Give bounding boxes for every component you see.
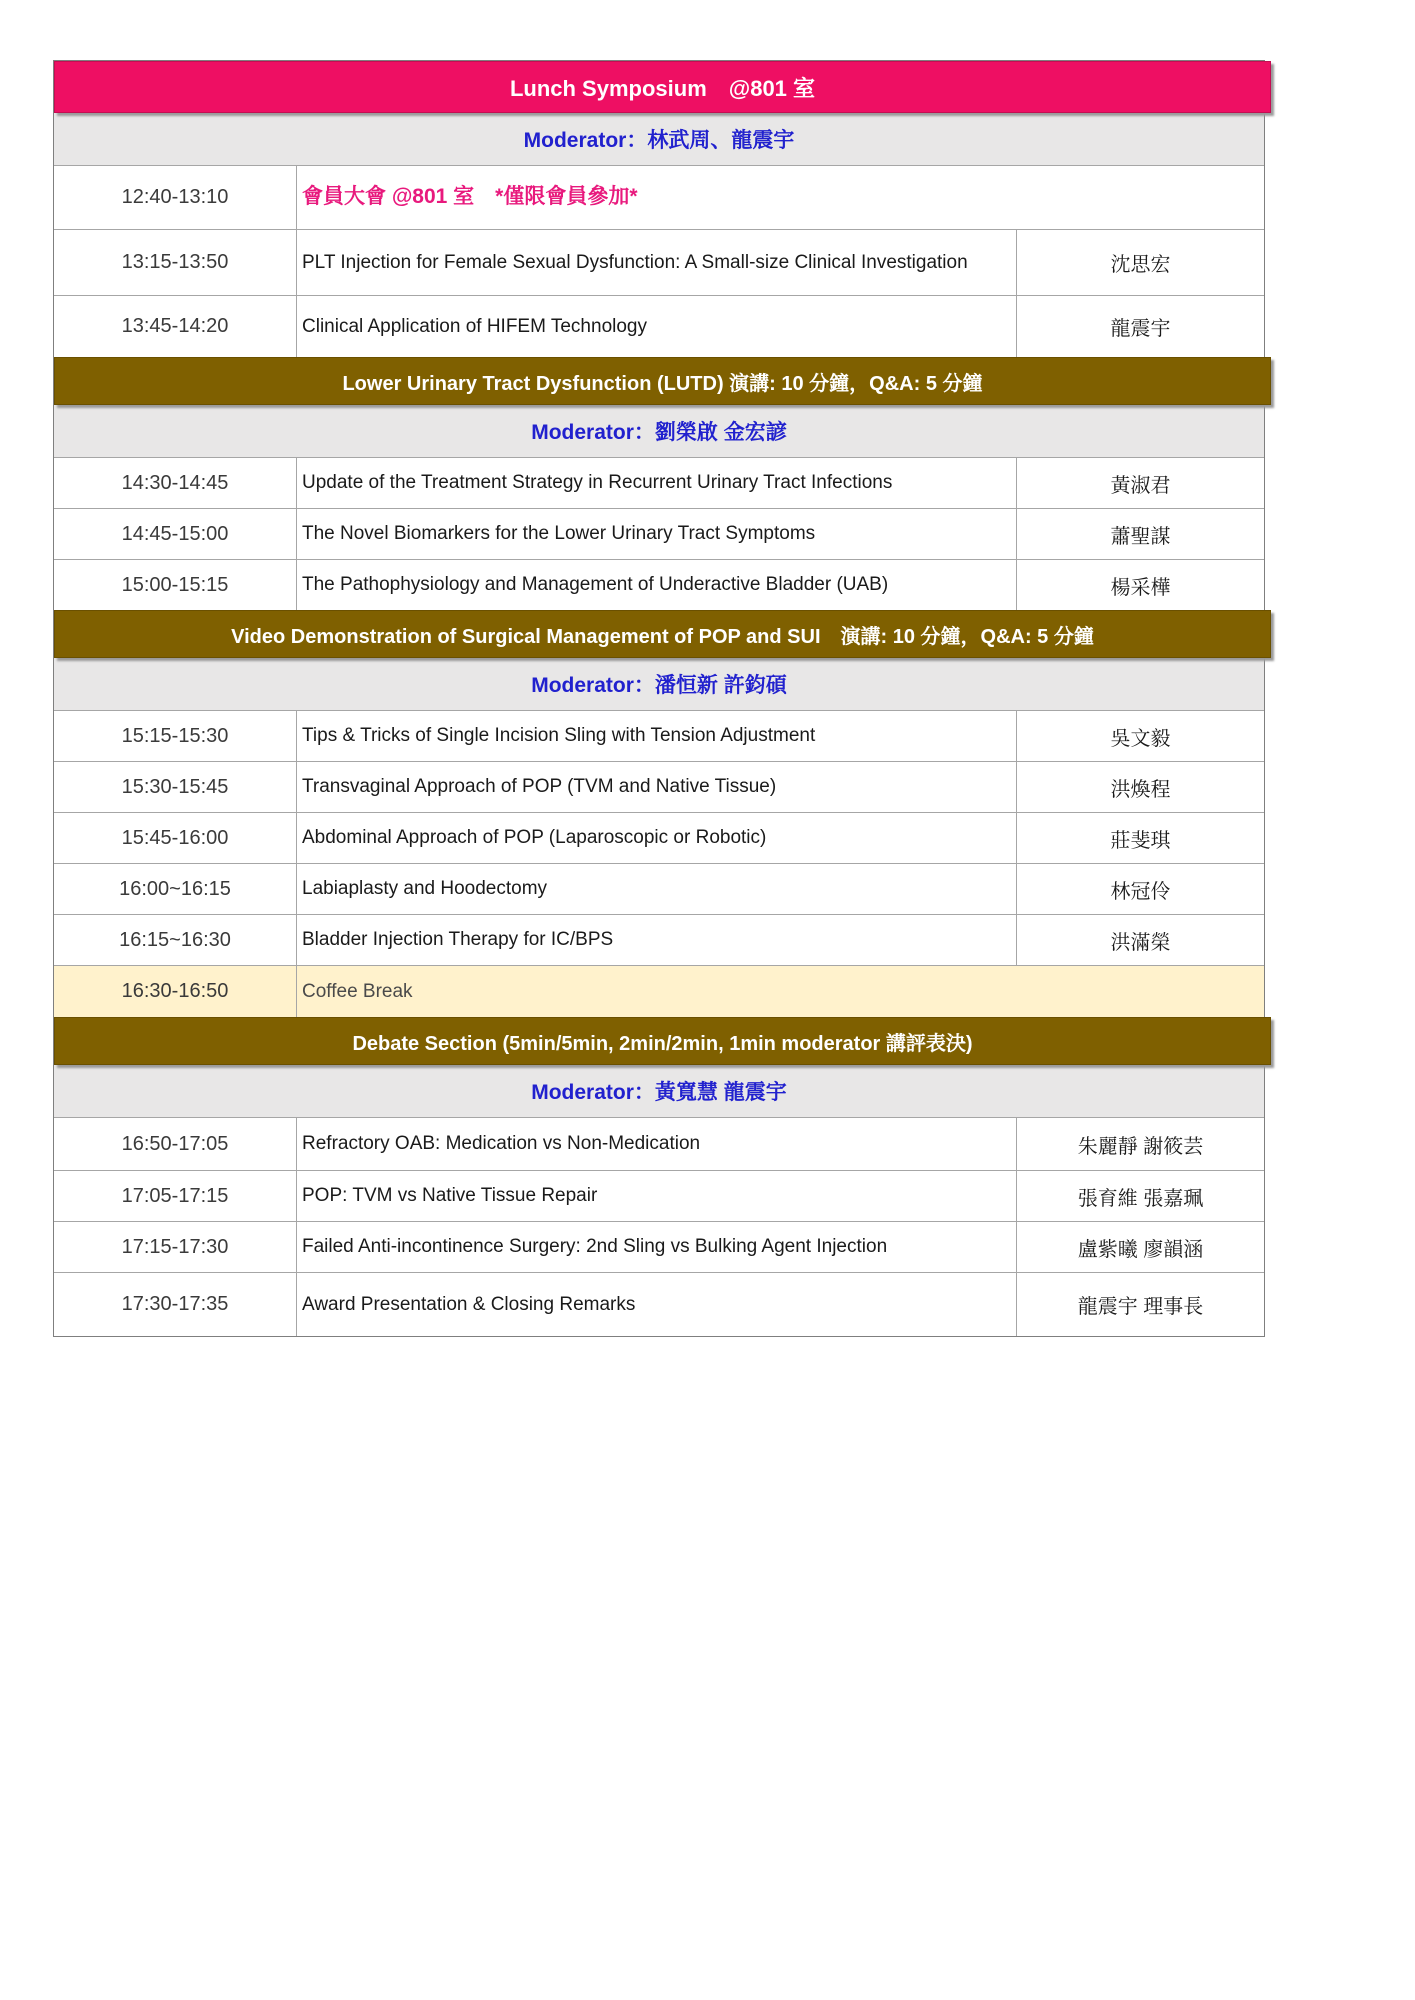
session-time: 17:05-17:15: [121, 1184, 229, 1207]
session-row: [54, 1170, 1264, 1221]
session-time: 15:45-16:00: [121, 826, 229, 849]
session-title: Failed Anti-incontinence Surgery: 2nd Sling vs Bulking Agent Injection: [296, 1222, 1016, 1272]
symposium-title-bar: Lunch Symposium @801 室: [54, 61, 1271, 113]
session-time: 14:30-14:45: [121, 471, 229, 494]
session-speaker: 楊采樺: [1016, 560, 1264, 610]
session-title: PLT Injection for Female Sexual Dysfunction: A Small-size Clinical Investigation: [296, 230, 1016, 295]
session-time: 12:40-13:10: [121, 186, 229, 208]
session-title: Update of the Treatment Strategy in Recurrent Urinary Tract Infections: [296, 458, 1016, 508]
session-row: [54, 457, 1264, 508]
session-speaker: 張育維 張嘉珮: [1016, 1171, 1264, 1221]
session-row: [54, 761, 1264, 812]
session-speaker: 洪煥程: [1016, 762, 1264, 812]
session-row: [54, 295, 1264, 357]
session-row: [54, 229, 1264, 295]
session-title: Labiaplasty and Hoodectomy: [296, 864, 1016, 914]
session-title: POP: TVM vs Native Tissue Repair: [296, 1171, 1016, 1221]
moderator-row: Moderator：林武周、龍震宇: [54, 113, 1264, 165]
session-title: Bladder Injection Therapy for IC/BPS: [296, 915, 1016, 965]
session-speaker: 盧紫曦 廖韻涵: [1016, 1222, 1264, 1272]
session-title: Clinical Application of HIFEM Technology: [296, 296, 1016, 357]
session-speaker: 黃淑君: [1016, 458, 1264, 508]
session-title: Tips & Tricks of Single Incision Sling with Tension Adjustment: [296, 711, 1016, 761]
session-title: 會員大會 @801 室 *僅限會員參加*: [296, 166, 1264, 229]
session-speaker: 朱麗靜 謝筱芸: [1016, 1118, 1264, 1170]
symposium-agenda-table: [53, 60, 1265, 1337]
session-row: [54, 1272, 1264, 1336]
session-speaker: 蕭聖謀: [1016, 509, 1264, 559]
session-title: The Pathophysiology and Management of Underactive Bladder (UAB): [296, 560, 1016, 610]
session-row: [54, 508, 1264, 559]
session-time: 13:45-14:20: [121, 315, 229, 337]
session-speaker: 龍震宇 理事長: [1016, 1273, 1264, 1336]
session-speaker: 吳文毅: [1016, 711, 1264, 761]
session-title: Refractory OAB: Medication vs Non-Medication: [296, 1118, 1016, 1170]
session-speaker: 莊斐琪: [1016, 813, 1264, 863]
session-time: 13:15-13:50: [121, 251, 229, 273]
moderator-row: Moderator：劉榮啟 金宏諺: [54, 405, 1264, 457]
section-header-lutd: Lower Urinary Tract Dysfunction (LUTD) 演講: 10 分鐘，Q&A: 5 分鐘: [54, 357, 1271, 405]
session-time: 15:15-15:30: [121, 724, 229, 747]
session-row: [54, 1221, 1264, 1272]
session-speaker: 洪滿榮: [1016, 915, 1264, 965]
session-row: [54, 812, 1264, 863]
session-speaker: 林冠伶: [1016, 864, 1264, 914]
session-row: [54, 914, 1264, 965]
session-time: 16:00~16:15: [119, 877, 231, 900]
session-time: 14:45-15:00: [121, 522, 229, 545]
session-time: 16:50-17:05: [121, 1132, 229, 1155]
session-time: 17:30-17:35: [121, 1293, 229, 1315]
session-row: [54, 863, 1264, 914]
session-title: Coffee Break: [296, 966, 1264, 1017]
moderator-row: Moderator：黃寬慧 龍震宇: [54, 1065, 1264, 1117]
session-speaker: 龍震宇: [1016, 296, 1264, 357]
section-header-debate: Debate Section (5min/5min, 2min/2min, 1min moderator 講評表決): [54, 1017, 1271, 1065]
session-speaker: 沈思宏: [1016, 230, 1264, 295]
session-time: 15:00-15:15: [121, 573, 229, 596]
session-title: Award Presentation & Closing Remarks: [296, 1273, 1016, 1336]
session-time: 16:15~16:30: [119, 928, 231, 951]
session-row: [54, 559, 1264, 610]
session-time: 15:30-15:45: [121, 775, 229, 798]
moderator-row: Moderator：潘恒新 許鈞碩: [54, 658, 1264, 710]
session-title: Transvaginal Approach of POP (TVM and Native Tissue): [296, 762, 1016, 812]
section-header-video-demo: Video Demonstration of Surgical Management of POP and SUI 演講: 10 分鐘，Q&A: 5 分鐘: [54, 610, 1271, 658]
session-title: The Novel Biomarkers for the Lower Urinary Tract Symptoms: [296, 509, 1016, 559]
session-row: [54, 710, 1264, 761]
session-time: 17:15-17:30: [121, 1235, 229, 1258]
session-time: 16:30-16:50: [121, 980, 229, 1002]
session-title: Abdominal Approach of POP (Laparoscopic or Robotic): [296, 813, 1016, 863]
session-row: [54, 1117, 1264, 1170]
coffee-break-row: [54, 965, 1264, 1017]
member-assembly-row: [54, 165, 1264, 229]
